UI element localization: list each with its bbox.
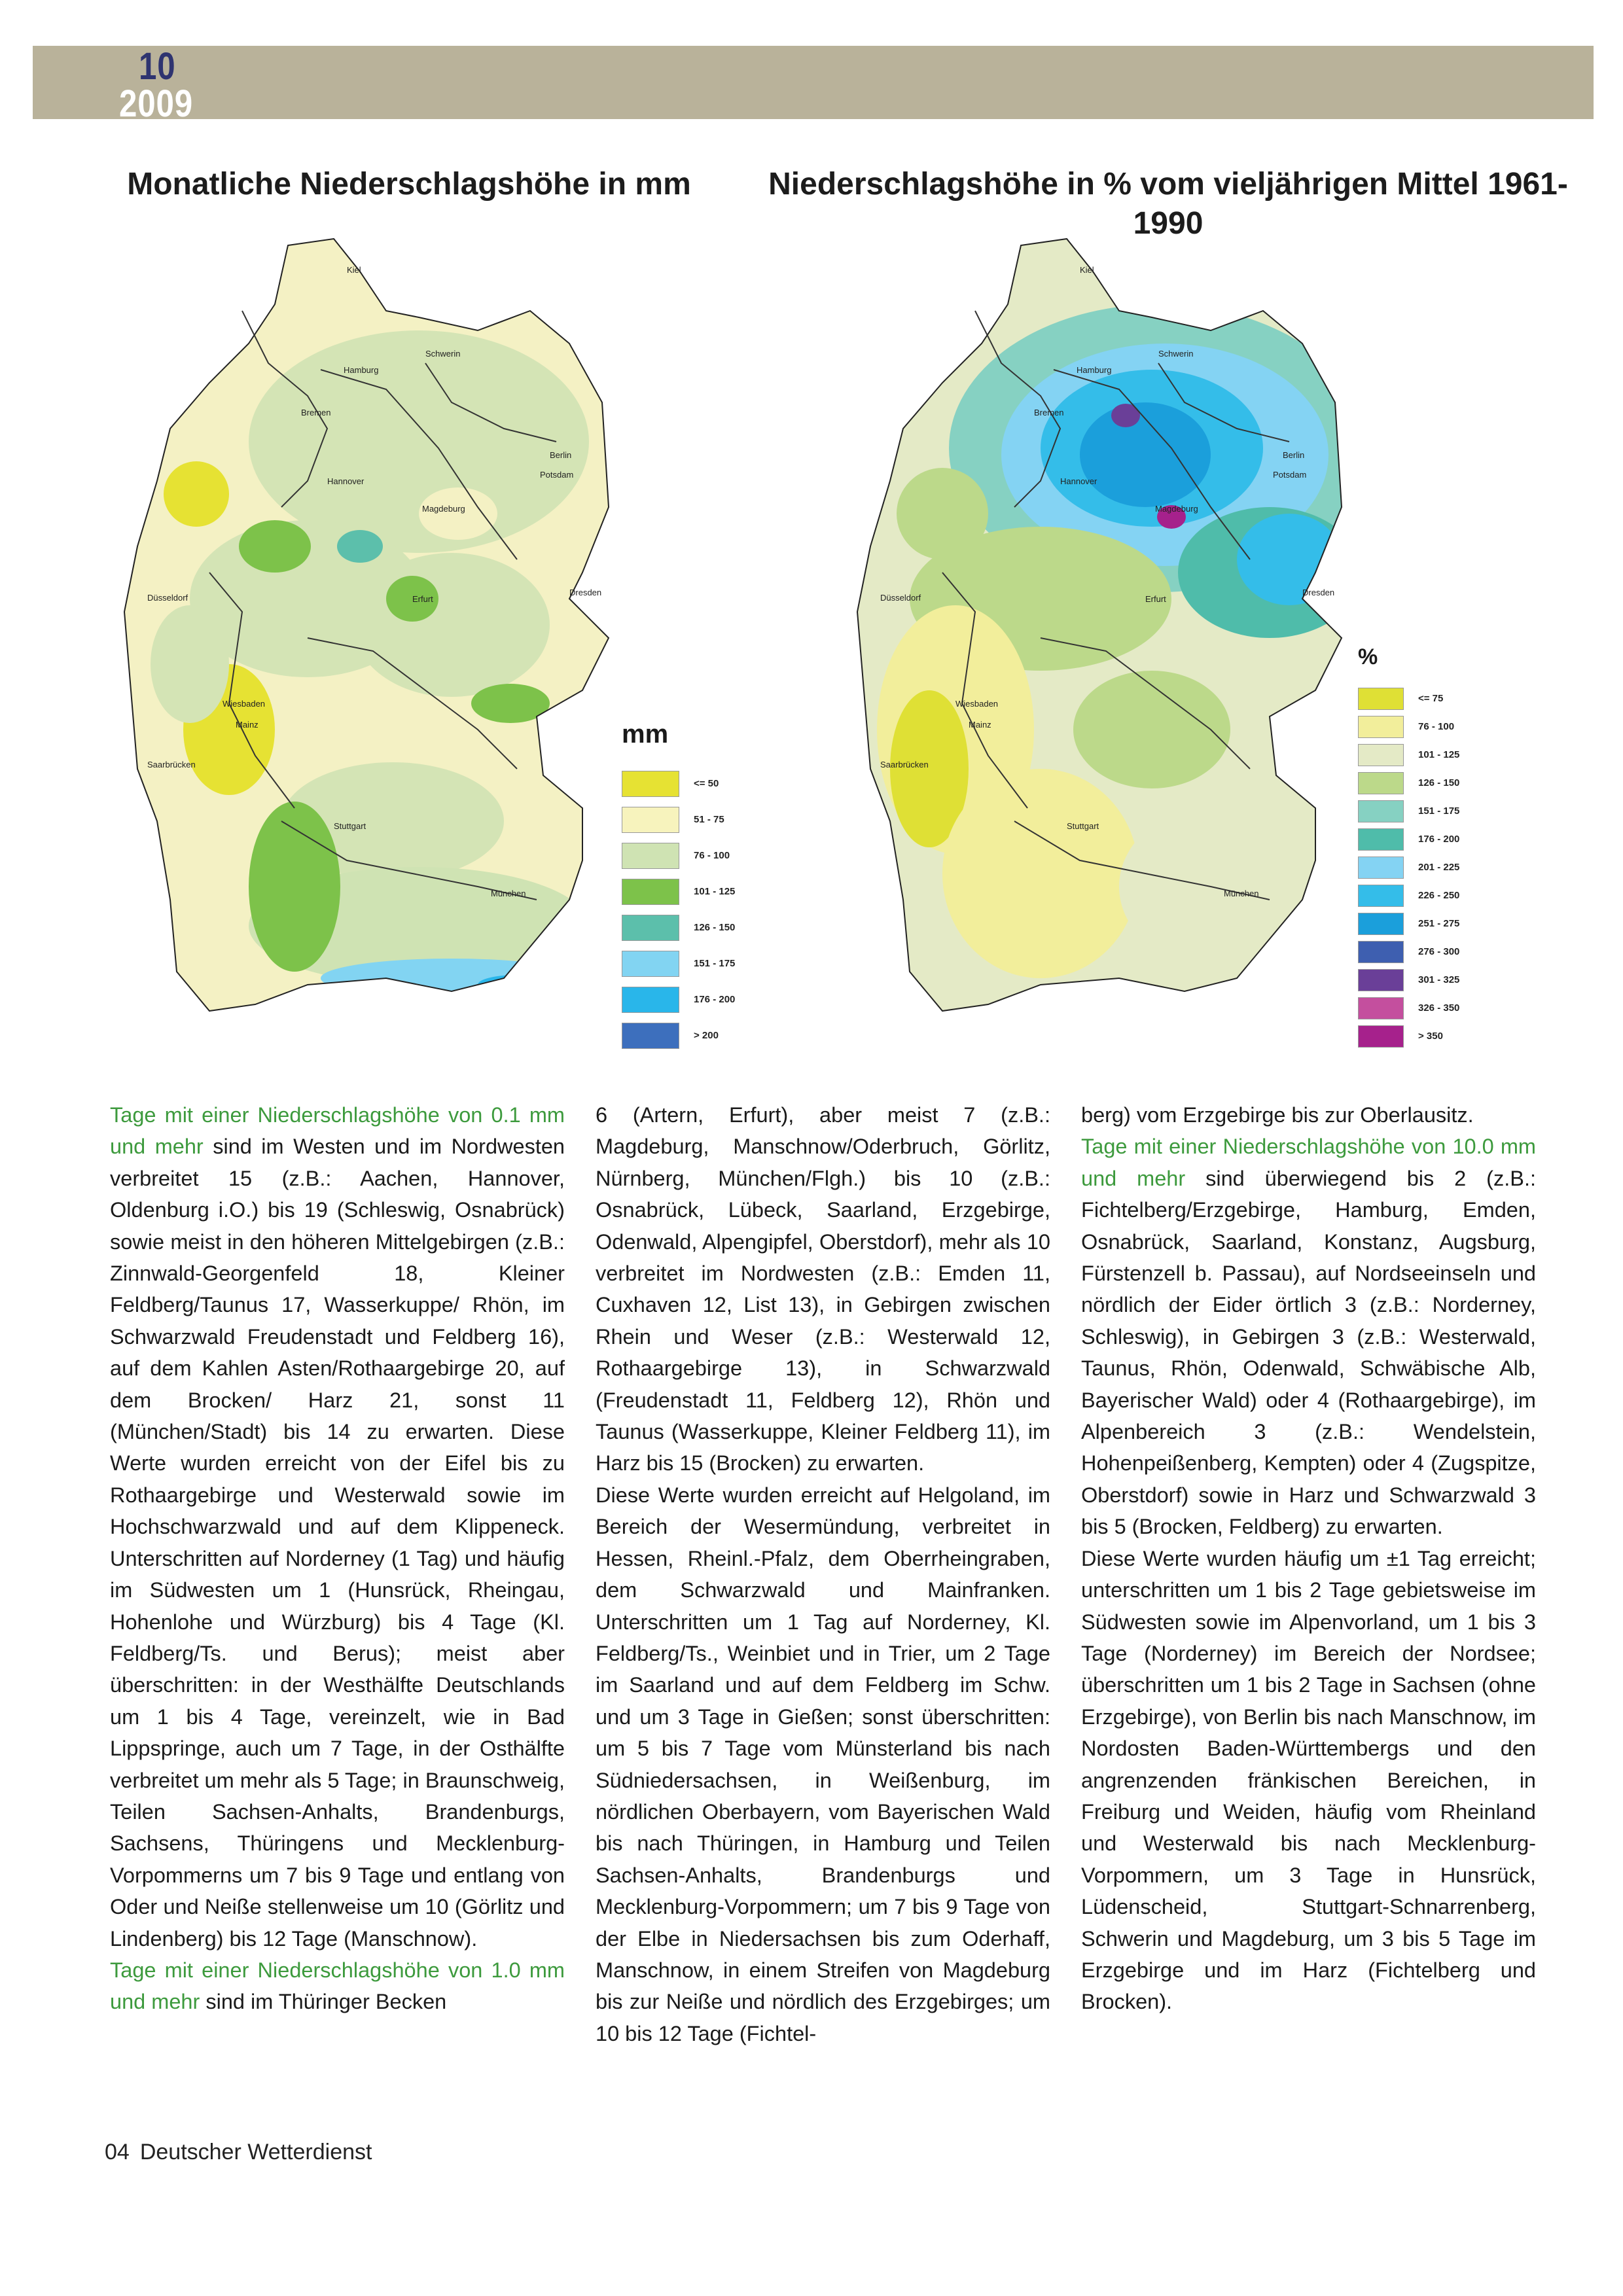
svg-text:Schwerin: Schwerin (425, 349, 461, 359)
page-number: 04 (105, 2140, 130, 2164)
paragraph-text: sind überwiegend bis 2 (z.B.: Fichtelberg/Erzgebirge, Hamburg, Emden, Osnabrück, Saarland, Konstanz, Augsburg, Fürstenzell b. Passau), auf Nordseeinseln und nördlich der Eider örtlich 3 (z.B.: Norderney, Schleswig), in Gebirgen 3 (z.B.: Westerwald, Taunus, Rhön, Odenwald, Schwäbische Alb, Bayerischer Wald) oder 4 (Rothaargebirge), im Alpenbereich 3 (z.B.: Wendelstein, Hohenpeißenberg, Kempten) oder 4 (Zugspitze, Oberstdorf) sowie in Harz und Schwarzwald 3 bis 5 (Brocken, Feldberg) zu erwarten. (1081, 1166, 1536, 1539)
section-heading: Tage mit einer Niederschlagshöhe von 10.0 mm und mehr (1081, 1135, 1536, 1190)
svg-text:Hannover: Hannover (1060, 476, 1097, 486)
publisher-name: Deutscher Wetterdienst (139, 2140, 372, 2164)
svg-text:Stuttgart: Stuttgart (334, 821, 366, 831)
legend-item (622, 945, 792, 981)
legend-item (1358, 853, 1528, 881)
legend-label: 126 - 150 (1418, 777, 1460, 788)
legend-item (622, 766, 792, 802)
legend-label: > 200 (694, 1030, 719, 1041)
right-map-legend (1358, 645, 1528, 1050)
legend-label: 176 - 200 (694, 994, 736, 1005)
issue-year: 2009 (119, 82, 194, 125)
text-column-1 (110, 1099, 565, 2018)
svg-text:Saarbrücken: Saarbrücken (880, 760, 929, 769)
legend-swatch (622, 843, 679, 869)
legend-item (1358, 797, 1528, 825)
svg-text:Hannover: Hannover (327, 476, 365, 486)
legend-unit: % (1358, 645, 1378, 669)
legend-swatch (1358, 800, 1404, 822)
legend-label: 201 - 225 (1418, 862, 1460, 873)
svg-text:Saarbrücken: Saarbrücken (147, 760, 196, 769)
svg-text:Berlin: Berlin (550, 450, 572, 460)
svg-text:Hamburg: Hamburg (344, 365, 379, 375)
section-heading: Tage mit einer Niederschlagshöhe von 0.1 mm und mehr (110, 1103, 565, 1159)
page-footer (105, 2140, 382, 2165)
svg-text:Magdeburg: Magdeburg (422, 504, 465, 514)
left-map-title: Monatliche Niederschlagshöhe in mm (127, 167, 691, 202)
legend-swatch (1358, 688, 1404, 710)
legend-item (622, 874, 792, 910)
legend-swatch (1358, 913, 1404, 935)
legend-swatch (1358, 997, 1404, 1019)
legend-swatch (622, 807, 679, 833)
svg-text:Düsseldorf: Düsseldorf (880, 593, 921, 603)
legend-label: 276 - 300 (1418, 946, 1460, 957)
header-band (33, 46, 1594, 119)
issue-month: 10 (139, 45, 176, 88)
text-column-2 (596, 1099, 1050, 2049)
legend-label: 76 - 100 (694, 850, 730, 861)
legend-item (1358, 994, 1528, 1022)
text-column-3 (1081, 1099, 1536, 2018)
legend-label: <= 50 (694, 778, 719, 789)
paragraph (110, 1954, 565, 2018)
svg-text:Hamburg: Hamburg (1077, 365, 1112, 375)
svg-text:Düsseldorf: Düsseldorf (147, 593, 188, 603)
svg-text:Bremen: Bremen (301, 408, 331, 417)
svg-text:Wiesbaden: Wiesbaden (223, 699, 266, 709)
svg-text:Erfurt: Erfurt (412, 594, 433, 604)
legend-item (1358, 825, 1528, 853)
legend-swatch (1358, 857, 1404, 879)
legend-item (622, 838, 792, 874)
legend-item (1358, 684, 1528, 713)
legend-item (1358, 966, 1528, 994)
legend-label: 101 - 125 (1418, 749, 1460, 760)
legend-item (1358, 713, 1528, 741)
svg-text:Mainz: Mainz (969, 720, 991, 730)
legend-unit: mm (622, 720, 669, 749)
legend-label: > 350 (1418, 1031, 1443, 1042)
legend-label: 176 - 200 (1418, 834, 1460, 845)
legend-swatch (1358, 828, 1404, 851)
svg-text:Wiesbaden: Wiesbaden (955, 699, 999, 709)
legend-label: 76 - 100 (1418, 721, 1455, 732)
paragraph-text: sind im Thüringer Becken (200, 1990, 447, 2014)
paragraph (1081, 1131, 1536, 1542)
paragraph: Diese Werte wurden häufig um ±1 Tag erreicht; unterschritten um 1 bis 2 Tage gebietsweise im Südwesten sowie im Alpenvorland, um 1 bis 3 Tage (Norderney) im Bereich der Nordsee; überschritten um 1 bis 2 Tage in Sachsen (ohne Erzgebirge), von Berlin bis nach Manschnow, im Nordosten Baden-Württembergs und den angrenzenden fränkischen Bereichen, in Freiburg und Weiden, häufig vom Rheinland und Westerwald bis nach Mecklenburg-Vorpommern, um 3 Tage in Hunsrück, Lüdenscheid, Stuttgart-Schnarrenberg, Schwerin und Magdeburg, um 3 bis 5 Tage im Erzgebirge und im Harz (Fichtelberg und Brocken). (1081, 1546, 1536, 2014)
section-heading: Tage mit einer Niederschlagshöhe von 1.0 mm und mehr (110, 1958, 565, 2014)
legend-swatch (622, 1023, 679, 1049)
precipitation-percent-map (844, 232, 1446, 1037)
legend-item (622, 910, 792, 945)
legend-item (1358, 741, 1528, 769)
svg-text:Dresden: Dresden (1302, 588, 1335, 597)
legend-item (622, 802, 792, 838)
legend-swatch (622, 915, 679, 941)
legend-swatch (622, 771, 679, 797)
legend-swatch (1358, 744, 1404, 766)
legend-label: 151 - 175 (1418, 805, 1460, 817)
legend-item (1358, 910, 1528, 938)
svg-text:München: München (1224, 889, 1259, 898)
paragraph (110, 1099, 565, 1954)
svg-text:Dresden: Dresden (569, 588, 602, 597)
right-map-title: Niederschlagshöhe in % vom vieljährigen Mittel 1961-1990 (768, 167, 1568, 241)
legend-swatch (1358, 941, 1404, 963)
svg-text:Berlin: Berlin (1283, 450, 1305, 460)
legend-swatch (1358, 885, 1404, 907)
svg-text:Bremen: Bremen (1034, 408, 1064, 417)
legend-item (622, 1017, 792, 1053)
svg-text:Schwerin: Schwerin (1158, 349, 1194, 359)
legend-label: 251 - 275 (1418, 918, 1460, 929)
legend-swatch (622, 951, 679, 977)
paragraph: berg) vom Erzgebirge bis zur Oberlausitz. (1081, 1103, 1474, 1127)
legend-item (1358, 769, 1528, 797)
svg-text:Potsdam: Potsdam (540, 470, 574, 480)
legend-label: 151 - 175 (694, 958, 736, 969)
svg-text:Kiel: Kiel (347, 265, 361, 275)
svg-text:Mainz: Mainz (236, 720, 259, 730)
legend-label: 226 - 250 (1418, 890, 1460, 901)
legend-swatch (622, 879, 679, 905)
legend-label: 51 - 75 (694, 814, 724, 825)
paragraph: 6 (Artern, Erfurt), aber meist 7 (z.B.: Magdeburg, Manschnow/Oderbruch, Görlitz, Nürnberg, München/Flgh.) bis 10 (z.B.: Osnabrück, Lübeck, Saarland, Erzgebirge, Odenwald, Alpengipfel, Oberstdorf), mehr als 10 verbreitet im Nordwesten (z.B.: Emden 11, Cuxhaven 12, List 13), in Gebirgen zwischen Rhein und Weser (z.B.: Westerwald 12, Rothaargebirge 13), in Schwarzwald (Freudenstadt 11, Feldberg 12), Rhön und Taunus (Wasserkuppe, Kleiner Feldberg 11), im Harz bis 15 (Brocken) zu erwarten. (596, 1103, 1050, 1475)
legend-label: 126 - 150 (694, 922, 736, 933)
legend-swatch (1358, 969, 1404, 991)
left-map-legend (622, 720, 792, 1053)
svg-text:Stuttgart: Stuttgart (1067, 821, 1099, 831)
legend-item (1358, 881, 1528, 910)
paragraph-text: sind im Westen und im Nordwesten verbreitet 15 (z.B.: Aachen, Hannover, Oldenburg i.O.) bis 19 (Schleswig, Osnabrück) sowie meist in den höheren Mittelgebirgen (z.B.: Zinnwald-Georgenfeld 18, Kleiner Feldberg/Taunus 17, Wasserkuppe/ Rhön, im Schwarzwald Freudenstadt und Feldberg 16), auf dem Kahlen Asten/Rothaargebirge 20, auf dem Brocken/ Harz 21, sonst 11 (München/Stadt) bis 14 zu erwarten. Diese Werte wurden erreicht von der Eifel bis zu Rothaargebirge und Westerwald sowie im Hochschwarzwald und auf dem Klippeneck. Unterschritten auf Norderney (1 Tag) und häufig im Südwesten um 1 (Hunsrück, Rheingau, Hohenlohe und Würzburg) bis 4 Tage (Kl. Feldberg/Ts. und Berus); meist aber überschritten: in der Westhälfte Deutschlands um 1 bis 4 Tage, vereinzelt, wie in Bad Lippspringe, auch um 7 Tage, in der Osthälfte verbreitet um mehr als 5 Tage; in Braunschweig, Teilen Sachsen-Anhalts, Brandenburgs, Sachsens, Thüringens und Mecklenburg-Vorpommerns um 7 bis 9 Tage und entlang von Oder und Neiße stellenweise um 10 (Görlitz und Lindenberg) bis 12 Tage (Manschnow). (110, 1135, 565, 1951)
legend-label: 326 - 350 (1418, 1002, 1460, 1014)
legend-label: <= 75 (1418, 693, 1444, 704)
paragraph: Diese Werte wurden erreicht auf Helgoland, im Bereich der Wesermündung, verbreitet in Hessen, Rheinl.-Pfalz, dem Oberrheingraben, dem Schwarzwald und Mainfranken. Unterschritten um 1 Tag auf Norderney, Kl. Feldberg/Ts., Weinbiet und in Trier, um 2 Tage im Saarland und auf dem Feldberg im Schw. und um 3 Tage in Gießen; sonst überschritten: um 5 bis 7 Tage vom Münsterland bis nach Südniedersachsen, in Weißenburg, im nördlichen Oberbayern, vom Bayerischen Wald bis nach Thüringen, in Hamburg und Teilen Sachsen-Anhalts, Brandenburgs und Mecklenburg-Vorpommern; um 7 bis 9 Tage von der Elbe in Niedersachsen bis zum Oderhaff, Manschnow, in einem Streifen von Magdeburg bis zur Neiße und nördlich des Erzgebirges; um 10 bis 12 Tage (Fichtel- (596, 1483, 1050, 2045)
legend-swatch (1358, 716, 1404, 738)
svg-text:Magdeburg: Magdeburg (1155, 504, 1198, 514)
legend-item (1358, 938, 1528, 966)
svg-text:Erfurt: Erfurt (1145, 594, 1166, 604)
legend-swatch (1358, 772, 1404, 794)
svg-text:Kiel: Kiel (1080, 265, 1094, 275)
legend-swatch (1358, 1025, 1404, 1048)
legend-item (1358, 1022, 1528, 1050)
svg-text:Potsdam: Potsdam (1273, 470, 1307, 480)
legend-label: 101 - 125 (694, 886, 736, 897)
legend-label: 301 - 325 (1418, 974, 1460, 985)
legend-item (622, 981, 792, 1017)
legend-swatch (622, 987, 679, 1013)
svg-text:München: München (491, 889, 526, 898)
